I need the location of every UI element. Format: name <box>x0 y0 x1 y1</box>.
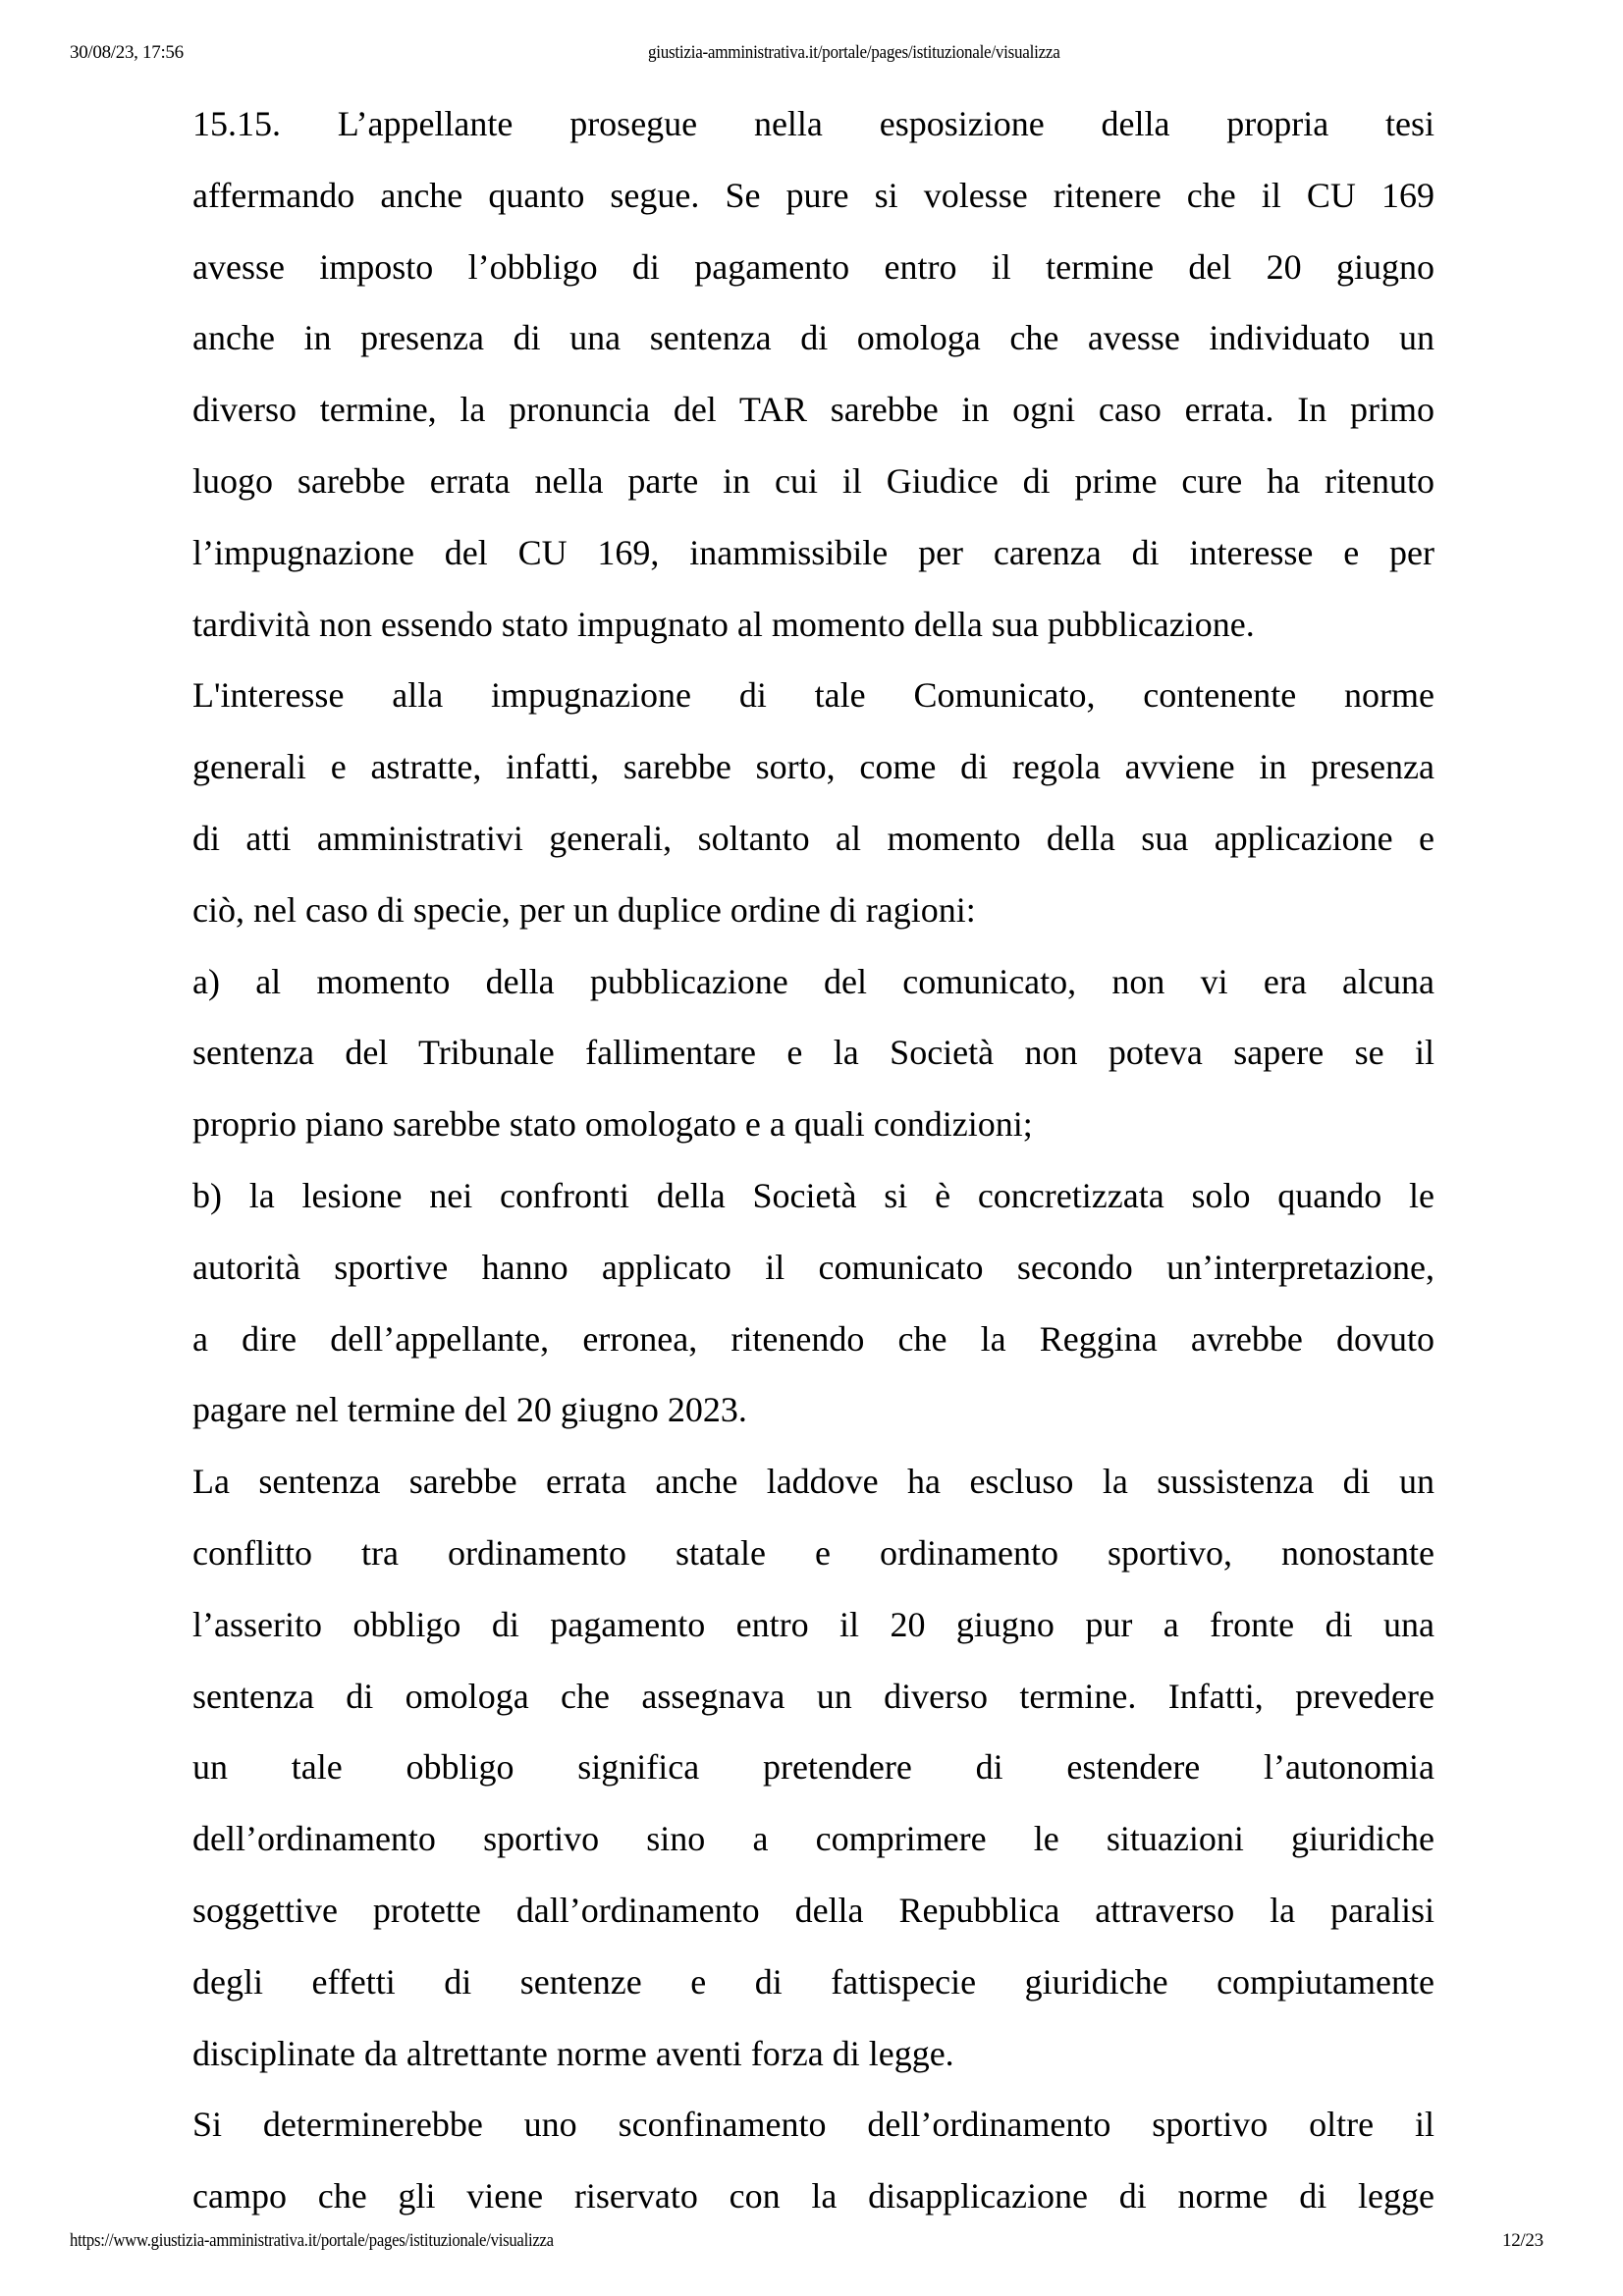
print-header-url: giustizia-amministrativa.it/portale/pages/istituzionale/visualizza <box>648 42 1060 63</box>
text-line: proprio piano sarebbe stato omologato e a quali condizioni; <box>192 1104 1033 1145</box>
paragraph-sconfinamento <box>192 2089 1434 2232</box>
text-line: campo che gli viene riservato con la disapplicazione di norme di legge <box>192 2176 1434 2216</box>
print-header <box>0 41 1623 65</box>
text-line: pagare nel termine del 20 giugno 2023. <box>192 1390 747 1430</box>
list-item-b <box>192 1160 1434 1446</box>
text-line: l’asserito obbligo di pagamento entro il 20 giugno pur a fronte di una <box>192 1604 1434 1644</box>
text-line: generali e astratte, infatti, sarebbe sorto, come di regola avviene in presenza <box>192 747 1434 787</box>
text-line: disciplinate da altrettante norme aventi forza di legge. <box>192 2033 954 2073</box>
text-line: soggettive protette dall’ordinamento della Repubblica attraverso la paralisi <box>192 1890 1434 1930</box>
text-line: luogo sarebbe errata nella parte in cui il Giudice di prime cure ha ritenuto <box>192 460 1434 501</box>
text-line: a) al momento della pubblicazione del comunicato, non vi era alcuna <box>192 961 1434 1001</box>
text-line: sentenza di omologa che assegnava un diverso termine. Infatti, prevedere <box>192 1676 1434 1716</box>
paragraph-sentenza-errata <box>192 1446 1434 2089</box>
text-line: diverso termine, la pronuncia del TAR sarebbe in ogni caso errata. In primo <box>192 390 1434 430</box>
text-line: b) la lesione nei confronti della Società si è concretizzata solo quando le <box>192 1175 1434 1215</box>
print-footer-url[interactable]: https://www.giustizia-amministrativa.it/portale/pages/istituzionale/visualizza <box>70 2230 554 2251</box>
text-line: degli effetti di sentenze e di fattispecie giuridiche compiutamente <box>192 1961 1434 2002</box>
print-datetime: 30/08/23, 17:56 <box>70 42 184 63</box>
text-line: sentenza del Tribunale fallimentare e la Società non poteva sapere se il <box>192 1033 1434 1073</box>
text-line: affermando anche quanto segue. Se pure si volesse ritenere che il CU 169 <box>192 175 1434 215</box>
text-line: anche in presenza di una sentenza di omologa che avesse individuato un <box>192 318 1434 358</box>
text-line: autorità sportive hanno applicato il comunicato secondo un’interpretazione, <box>192 1247 1434 1287</box>
text-line: dell’ordinamento sportivo sino a comprimere le situazioni giuridiche <box>192 1819 1434 1859</box>
paragraph-interesse <box>192 660 1434 945</box>
page-number: 12/23 <box>1502 2230 1543 2251</box>
paragraph-15-15 <box>192 88 1434 660</box>
text-line: ciò, nel caso di specie, per un duplice ordine di ragioni: <box>192 889 976 930</box>
text-line: di atti amministrativi generali, soltanto al momento della sua applicazione e <box>192 818 1434 858</box>
text-line: 15.15. L’appellante prosegue nella esposizione della propria tesi <box>192 104 1434 143</box>
print-footer <box>0 2229 1623 2253</box>
list-item-a <box>192 946 1434 1160</box>
text-line: L'interesse alla impugnazione di tale Comunicato, contenente norme <box>192 675 1434 716</box>
text-line: a dire dell’appellante, erronea, ritenendo che la Reggina avrebbe dovuto <box>192 1318 1434 1359</box>
text-line: un tale obbligo significa pretendere di estendere l’autonomia <box>192 1747 1434 1788</box>
text-line: l’impugnazione del CU 169, inammissibile per carenza di interesse e per <box>192 532 1434 572</box>
text-line: avesse imposto l’obbligo di pagamento entro il termine del 20 giugno <box>192 246 1434 287</box>
text-line: conflitto tra ordinamento statale e ordinamento sportivo, nonostante <box>192 1532 1434 1573</box>
text-line: Si determinerebbe uno sconfinamento dell’ordinamento sportivo oltre il <box>192 2105 1434 2145</box>
document-body <box>192 88 1434 2232</box>
text-line: La sentenza sarebbe errata anche laddove ha escluso la sussistenza di un <box>192 1462 1434 1502</box>
text-line: tardività non essendo stato impugnato al momento della sua pubblicazione. <box>192 604 1255 644</box>
